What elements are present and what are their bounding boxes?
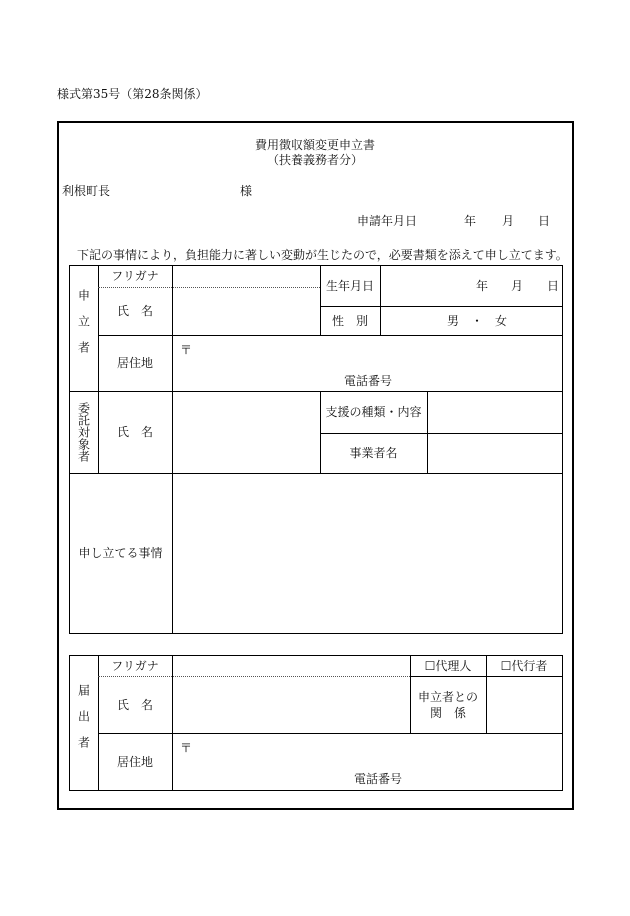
entrusted-name-label: 氏 名 [116, 425, 153, 439]
application-date-label: 申請年月日 [357, 214, 418, 228]
applicant-phone-label: 電話番号 [344, 374, 393, 388]
table2-bottom-border [69, 790, 563, 791]
applicant-address-input[interactable] [172, 335, 562, 391]
notifier-phone-label: 電話番号 [354, 772, 403, 786]
agent-checkbox[interactable]: ☐代理人 [424, 658, 472, 673]
circumstances-input[interactable] [172, 473, 562, 633]
proxy-checkbox[interactable]: ☐代行者 [500, 658, 548, 673]
applicant-birth-day-label: 日 [547, 278, 560, 293]
provider-name-label: 事業者名 [349, 446, 398, 460]
applicant-sex-label: 性 別 [331, 313, 368, 328]
relation-label-line1: 申立者との [417, 689, 478, 704]
support-type-label: 支援の種類・内容 [325, 405, 422, 419]
application-year-label: 年 [464, 214, 477, 228]
application-day-label: 日 [538, 214, 551, 228]
applicant-section-label: 申立者 [76, 289, 91, 367]
relation-label-line2: 関 係 [429, 705, 466, 720]
applicant-sex-options[interactable]: 男 ・ 女 [446, 313, 507, 328]
form-title-main: 費用徴収額変更申立書 [254, 138, 375, 152]
notifier-address-input[interactable] [172, 733, 562, 790]
notifier-address-label: 居住地 [116, 754, 153, 769]
applicant-name-label: 氏 名 [116, 304, 153, 318]
notifier-name-label: 氏 名 [116, 697, 153, 712]
entrusted-section-label: 委託対象者 [76, 402, 91, 462]
applicant-birthdate-label: 生年月日 [325, 278, 374, 293]
addressee-suffix: 様 [240, 184, 253, 198]
form-title [0, 138, 630, 168]
notifier-postal-mark: 〒 [180, 741, 193, 755]
support-type-input[interactable] [427, 391, 562, 433]
applicant-address-label: 居住地 [116, 356, 153, 370]
applicant-birth-month-label: 月 [511, 278, 524, 293]
relation-label [410, 676, 486, 733]
entrusted-name-input[interactable] [172, 391, 320, 473]
applicant-birthdate-input[interactable] [380, 265, 562, 306]
circumstances-label: 申し立てる事情 [78, 546, 163, 560]
applicant-birth-year-label: 年 [476, 278, 489, 293]
notifier-name-input[interactable] [172, 676, 410, 733]
applicant-name-input[interactable] [172, 287, 320, 335]
relation-input[interactable] [486, 676, 562, 733]
provider-name-input[interactable] [427, 433, 562, 473]
table2-right-border [562, 655, 563, 791]
statement-text: 下記の事情により，負担能力に著しい変動が生じたので，必要書類を添えて申し立てます。 [77, 248, 568, 262]
table1-right-border [562, 265, 563, 634]
notifier-section-label: 届出者 [76, 683, 91, 762]
applicant-furigana-input[interactable] [172, 265, 320, 287]
notifier-furigana-label: フリガナ [111, 658, 159, 673]
form-title-sub: （扶養義務者分） [266, 153, 363, 167]
table1-bottom-border [69, 633, 563, 634]
applicant-postal-mark: 〒 [180, 343, 193, 357]
notifier-furigana-input[interactable] [172, 655, 410, 676]
form-number: 様式第35号（第28条関係） [57, 87, 208, 101]
applicant-furigana-label: フリガナ [111, 269, 159, 283]
application-month-label: 月 [502, 214, 515, 228]
addressee: 利根町長 [62, 184, 111, 198]
